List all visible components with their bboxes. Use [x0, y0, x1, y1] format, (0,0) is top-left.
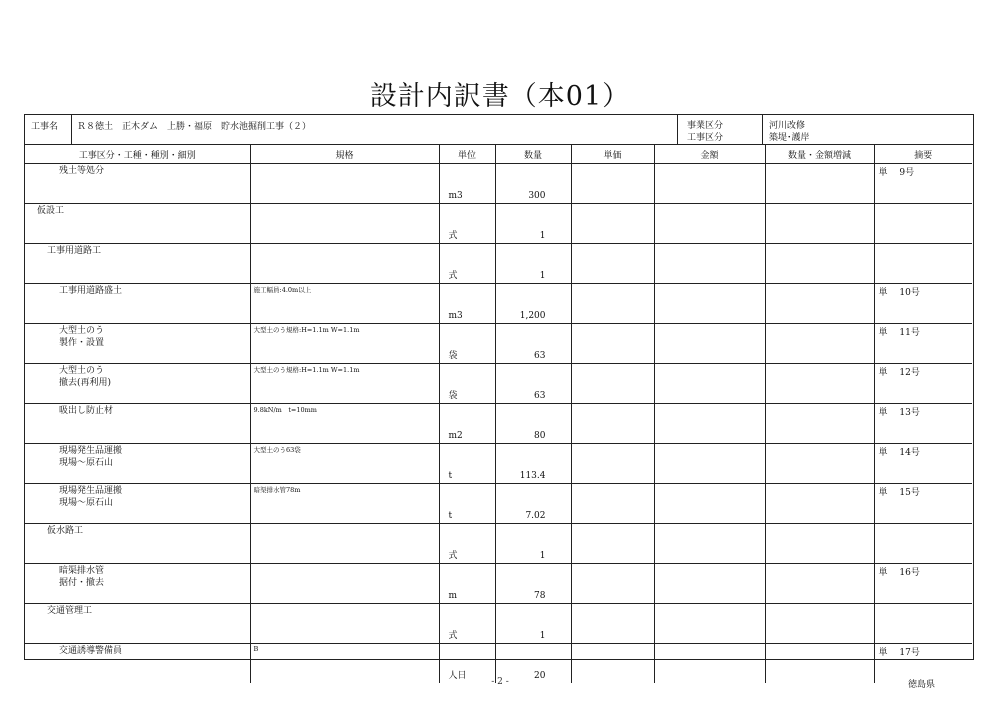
table-row	[25, 604, 972, 644]
spec-cell	[250, 164, 439, 204]
spec-cell: B	[250, 644, 439, 684]
qty-cell: 1	[495, 244, 571, 284]
qty-cell: 113.4	[495, 444, 571, 484]
spec-cell	[250, 564, 439, 604]
amount-cell	[654, 484, 765, 524]
unit-cell: 式	[439, 524, 495, 564]
col-item: 工事区分・工種・種別・細別	[25, 145, 250, 164]
remarks-cell: 単 16号	[874, 564, 972, 604]
item-name: 交通誘導警備員	[59, 646, 123, 656]
spec-cell: 暗渠排水管78m	[250, 484, 439, 524]
amount-cell	[654, 164, 765, 204]
amount-cell	[654, 524, 765, 564]
unit-cell: 式	[439, 244, 495, 284]
col-change: 数量・金額増減	[765, 145, 874, 164]
item-name: 現場発生品運搬	[59, 446, 123, 456]
item-name: 吸出し防止材	[59, 406, 114, 416]
item-subname: 現場～原石山	[59, 458, 114, 468]
qty-cell: 63	[495, 324, 571, 364]
unit-price-cell	[571, 324, 654, 364]
col-amount: 金額	[654, 145, 765, 164]
unit-price-cell	[571, 244, 654, 284]
item-name-cell	[25, 284, 250, 324]
remarks-cell	[874, 524, 972, 564]
unit-cell: 袋	[439, 364, 495, 404]
item-name-cell	[25, 524, 250, 564]
item-subname: 製作・設置	[59, 338, 105, 348]
amount-cell	[654, 564, 765, 604]
change-cell	[765, 524, 874, 564]
divider	[71, 115, 72, 145]
qty-cell: 1	[495, 604, 571, 644]
remarks-cell	[874, 244, 972, 284]
unit-cell: m3	[439, 164, 495, 204]
table-row	[25, 204, 972, 244]
amount-cell	[654, 404, 765, 444]
col-unit: 単位	[439, 145, 495, 164]
item-name-cell	[25, 484, 250, 524]
item-name-cell	[25, 204, 250, 244]
column-header-row	[25, 145, 972, 164]
divider	[677, 115, 678, 145]
change-cell	[765, 444, 874, 484]
organization-name: 徳島県	[908, 680, 936, 690]
change-cell	[765, 284, 874, 324]
estimate-sheet	[24, 114, 974, 681]
qty-cell: 7.02	[495, 484, 571, 524]
item-name: 仮水路工	[47, 526, 84, 536]
col-unit-price: 単価	[571, 145, 654, 164]
amount-cell	[654, 324, 765, 364]
item-name-cell	[25, 604, 250, 644]
qty-cell: 1	[495, 204, 571, 244]
unit-cell: 人日	[439, 644, 495, 684]
spec-cell	[250, 244, 439, 284]
amount-cell	[654, 364, 765, 404]
item-subname: 据付・撤去	[59, 578, 105, 588]
item-name: 残土等処分	[59, 166, 105, 176]
spec-cell: 大型土のう規格:H=1.1m W=1.1m	[250, 364, 439, 404]
remarks-cell	[874, 204, 972, 244]
change-cell	[765, 604, 874, 644]
qty-cell: 63	[495, 364, 571, 404]
table-row	[25, 404, 972, 444]
qty-cell: 1	[495, 524, 571, 564]
unit-price-cell	[571, 404, 654, 444]
unit-price-cell	[571, 164, 654, 204]
item-name-cell	[25, 324, 250, 364]
unit-price-cell	[571, 484, 654, 524]
amount-cell	[654, 244, 765, 284]
unit-cell: 式	[439, 604, 495, 644]
business-category-label: 事業区分	[687, 121, 724, 131]
item-name: 仮設工	[37, 206, 65, 216]
table-row	[25, 524, 972, 564]
table-row	[25, 364, 972, 404]
table-row	[25, 564, 972, 604]
item-name: 工事用道路工	[47, 246, 102, 256]
change-cell	[765, 204, 874, 244]
table-row	[25, 284, 972, 324]
amount-cell	[654, 444, 765, 484]
table-row	[25, 444, 972, 484]
item-subname: 撤去(再利用)	[59, 378, 112, 388]
page-number: - 2 -	[491, 677, 509, 687]
qty-cell: 78	[495, 564, 571, 604]
table-row	[25, 324, 972, 364]
remarks-cell: 単 14号	[874, 444, 972, 484]
remarks-cell: 単 9号	[874, 164, 972, 204]
qty-cell: 20	[495, 644, 571, 684]
remarks-cell: 単 13号	[874, 404, 972, 444]
item-name: 大型土のう	[59, 326, 105, 336]
unit-price-cell	[571, 564, 654, 604]
unit-cell: m	[439, 564, 495, 604]
unit-cell: m3	[439, 284, 495, 324]
item-name: 工事用道路盛土	[59, 286, 123, 296]
unit-price-cell	[571, 284, 654, 324]
item-name-cell	[25, 244, 250, 284]
amount-cell	[654, 604, 765, 644]
unit-price-cell	[571, 444, 654, 484]
remarks-cell: 単 12号	[874, 364, 972, 404]
spec-cell: 9.8kN/m t=10mm	[250, 404, 439, 444]
change-cell	[765, 244, 874, 284]
item-name: 現場発生品運搬	[59, 486, 123, 496]
item-name-cell	[25, 564, 250, 604]
spec-cell	[250, 204, 439, 244]
spec-cell: 施工幅員:4.0m以上	[250, 284, 439, 324]
unit-price-cell	[571, 204, 654, 244]
unit-cell: t	[439, 444, 495, 484]
remarks-cell: 単 11号	[874, 324, 972, 364]
col-qty: 数量	[495, 145, 571, 164]
amount-cell	[654, 204, 765, 244]
unit-price-cell	[571, 364, 654, 404]
remarks-cell	[874, 604, 972, 644]
spec-cell	[250, 524, 439, 564]
unit-cell: 式	[439, 204, 495, 244]
qty-cell: 80	[495, 404, 571, 444]
table-row	[25, 484, 972, 524]
spec-cell: 大型土のう63袋	[250, 444, 439, 484]
table-row	[25, 164, 972, 204]
table-row	[25, 244, 972, 284]
item-name-cell	[25, 364, 250, 404]
work-category-value: 築堤･護岸	[769, 133, 810, 143]
change-cell	[765, 404, 874, 444]
construction-name-label: 工事名	[31, 122, 59, 132]
qty-cell: 300	[495, 164, 571, 204]
change-cell	[765, 564, 874, 604]
work-category-label: 工事区分	[687, 133, 724, 143]
remarks-cell: 単 10号	[874, 284, 972, 324]
item-name-cell	[25, 404, 250, 444]
change-cell	[765, 484, 874, 524]
col-remarks: 摘要	[874, 145, 972, 164]
construction-header	[25, 115, 973, 145]
unit-price-cell	[571, 604, 654, 644]
divider	[762, 115, 763, 145]
item-name: 交通管理工	[47, 606, 93, 616]
item-name-cell	[25, 444, 250, 484]
qty-cell: 1,200	[495, 284, 571, 324]
business-category-value: 河川改修	[769, 121, 806, 131]
amount-cell	[654, 284, 765, 324]
change-cell	[765, 324, 874, 364]
document-title: 設計内訳書（本01）	[369, 81, 631, 112]
construction-name: Ｒ８徳土 正木ダム 上勝・福原 貯水池掘削工事（２）	[77, 122, 312, 132]
unit-cell: t	[439, 484, 495, 524]
unit-price-cell	[571, 524, 654, 564]
spec-cell: 大型土のう規格:H=1.1m W=1.1m	[250, 324, 439, 364]
remarks-cell: 単 17号	[874, 644, 972, 684]
unit-cell: 袋	[439, 324, 495, 364]
breakdown-table	[25, 145, 972, 683]
item-name: 暗渠排水管	[59, 566, 105, 576]
item-subname: 現場～原石山	[59, 498, 114, 508]
spec-cell	[250, 604, 439, 644]
item-name: 大型土のう	[59, 366, 105, 376]
change-cell	[765, 164, 874, 204]
remarks-cell: 単 15号	[874, 484, 972, 524]
unit-cell: m2	[439, 404, 495, 444]
item-name-cell	[25, 164, 250, 204]
col-spec: 規格	[250, 145, 439, 164]
change-cell	[765, 364, 874, 404]
